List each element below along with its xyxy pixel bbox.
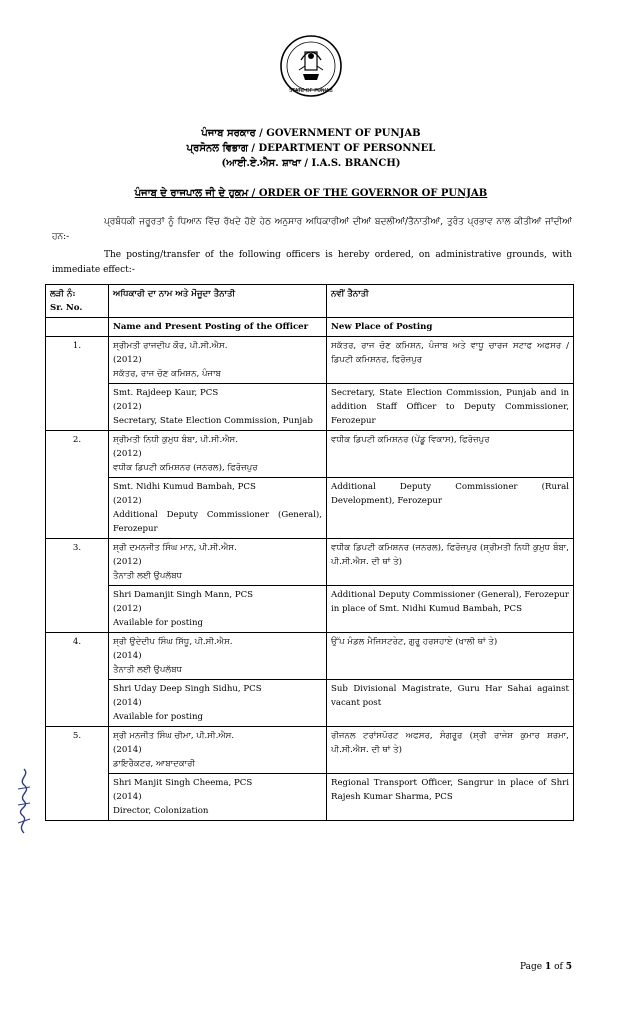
- svg-text:STATE OF PUNJAB: STATE OF PUNJAB: [289, 88, 333, 94]
- table-row-english: [46, 680, 574, 727]
- officer-punjabi: ਸ਼੍ਰੀ ਮਨਜੀਤ ਸਿੰਘ ਚੀਮਾ, ਪੀ.ਸੀ.ਐਸ. (2014) ਡਾਇਰੈਕਟਰ, ਆਬਾਦਕਾਰੀ: [109, 727, 327, 774]
- order-title: ਪੰਜਾਬ ਦੇ ਰਾਜਪਾਲ ਜੀ ਦੇ ਹੁਕਮ / ORDER OF THE GOVERNOR OF PUNJAB: [134, 188, 488, 199]
- new-posting-punjabi: ਸਕੱਤਰ, ਰਾਜ ਚੋਣ ਕਮਿਸ਼ਨ, ਪੰਜਾਬ ਅਤੇ ਵਾਧੂ ਚਾਰਜ ਸਟਾਫ ਅਫਸਰ / ਡਿਪਟੀ ਕਮਿਸ਼ਨਰ, ਫਿਰੋਜ਼ਪੁਰ: [327, 337, 574, 384]
- new-posting-english: Additional Deputy Commissioner (General), Ferozepur in place of Smt. Nidhi Kumud Bambah, PCS: [327, 586, 574, 633]
- table-header-row-en: [46, 318, 574, 337]
- officer-punjabi: ਸ਼੍ਰੀ ਦਮਨਜੀਤ ਸਿੰਘ ਮਾਨ, ਪੀ.ਸੀ.ਐਸ. (2012) ਤੈਨਾਤੀ ਲਈ ਉਪਲੱਬਧ: [109, 539, 327, 586]
- table-row: [46, 633, 574, 680]
- intro-punjabi: ਪ੍ਰਬੰਧਕੀ ਜਰੂਰਤਾਂ ਨੂੰ ਧਿਆਨ ਵਿੱਚ ਰੱਖਦੇ ਹੋਏ ਹੇਠ ਅਨੁਸਾਰ ਅਧਿਕਾਰੀਆਂ ਦੀਆਂ ਬਦਲੀਆਂ/ਤੈਨਾਤੀਆਂ, ਤੁਰੰਤ ਪ੍ਰਭਾਵ ਨਾਲ ਕੀਤੀਆਂ ਜਾਂਦੀਆਂ ਹਨ:-: [52, 217, 572, 242]
- new-posting-punjabi: ਉੱਪ ਮੰਡਲ ਮੈਜਿਸਟਰੇਟ, ਗੁਰੂ ਹਰਸਹਾਏ (ਖਾਲੀ ਥਾਂ ਤੇ): [327, 633, 574, 680]
- handwritten-signature: [12, 765, 36, 835]
- header-sr-no: ਲੜੀ ਨੰ: Sr. No.: [46, 285, 109, 318]
- sr-no: 3.: [46, 539, 109, 633]
- posting-table: [45, 284, 574, 821]
- officer-punjabi: ਸ਼੍ਰੀਮਤੀ ਨਿਧੀ ਕੁਮੁਧ ਬੰਬਾ, ਪੀ.ਸੀ.ਐਸ. (2012) ਵਧੀਕ ਡਿਪਟੀ ਕਮਿਸ਼ਨਰ (ਜਨਰਲ), ਫਿਰੋਜ਼ਪੁਰ: [109, 431, 327, 478]
- table-row: [46, 727, 574, 774]
- table-row-english: [46, 774, 574, 821]
- officer-english: Smt. Nidhi Kumud Bambah, PCS (2012) Additional Deputy Commissioner (General), Ferozepur: [109, 478, 327, 539]
- sr-no: 1.: [46, 337, 109, 431]
- header-officer-en: Name and Present Posting of the Officer: [109, 318, 327, 337]
- officer-english: Shri Uday Deep Singh Sidhu, PCS (2014) Available for posting: [109, 680, 327, 727]
- page-number: Page 1 of 5: [520, 962, 573, 972]
- sr-no: 5.: [46, 727, 109, 821]
- new-posting-english: Additional Deputy Commissioner (Rural Development), Ferozepur: [327, 478, 574, 539]
- officer-punjabi: ਸ਼੍ਰੀਮਤੀ ਰਾਜਦੀਪ ਕੌਰ, ਪੀ.ਸੀ.ਐਸ. (2012) ਸਕੱਤਰ, ਰਾਜ ਚੋਣ ਕਮਿਸ਼ਨ, ਪੰਜਾਬ: [109, 337, 327, 384]
- officer-english: Smt. Rajdeep Kaur, PCS (2012) Secretary, State Election Commission, Punjab: [109, 384, 327, 431]
- new-posting-english: Secretary, State Election Commission, Punjab and in addition Staff Officer to Deputy Commissioner, Ferozepur: [327, 384, 574, 431]
- table-row: [46, 431, 574, 478]
- officer-english: Shri Damanjit Singh Mann, PCS (2012) Available for posting: [109, 586, 327, 633]
- table-row: [46, 539, 574, 586]
- officer-punjabi: ਸ਼੍ਰੀ ਉਦੇਦੀਪ ਸਿੰਘ ਸਿੱਧੂ, ਪੀ.ਸੀ.ਐਸ. (2014) ਤੈਨਾਤੀ ਲਈ ਉਪਲੱਬਧ: [109, 633, 327, 680]
- table-row-english: [46, 478, 574, 539]
- state-emblem-icon: [279, 30, 343, 126]
- officer-english: Shri Manjit Singh Cheema, PCS (2014) Director, Colonization: [109, 774, 327, 821]
- new-posting-punjabi: ਵਧੀਕ ਡਿਪਟੀ ਕਮਿਸ਼ਨਰ (ਪੇਂਡੂ ਵਿਕਾਸ), ਫਿਰੋਜ਼ਪੁਰ: [327, 431, 574, 478]
- intro-english: The posting/transfer of the following officers is hereby ordered, on administrative grounds, with immediate effect:-: [52, 250, 572, 275]
- table-header-row: [46, 285, 574, 318]
- header-department: ਪ੍ਰਸੋਨਲ ਵਿਭਾਗ / DEPARTMENT OF PERSONNEL: [186, 143, 436, 154]
- table-row-english: [46, 384, 574, 431]
- header-branch: (ਆਈ.ਏ.ਐਸ. ਸ਼ਾਖਾ / I.A.S. BRANCH): [221, 158, 401, 169]
- new-posting-punjabi: ਵਧੀਕ ਡਿਪਟੀ ਕਮਿਸ਼ਨਰ (ਜਨਰਲ), ਫਿਰੋਜ਼ਪੁਰ (ਸ਼੍ਰੀਮਤੀ ਨਿਧੀ ਕੁਮੁਧ ਬੰਬਾ, ਪੀ.ਸੀ.ਐਸ. ਦੀ ਥਾਂ ਤੇ): [327, 539, 574, 586]
- table-row: [46, 337, 574, 384]
- new-posting-punjabi: ਰੀਜਨਲ ਟਰਾਂਸਪੋਰਟ ਅਫਸਰ, ਸੰਗਰੂਰ (ਸ਼੍ਰੀ ਰਾਜੇਸ਼ ਕੁਮਾਰ ਸ਼ਰਮਾ, ਪੀ.ਸੀ.ਐਸ. ਦੀ ਥਾਂ ਤੇ): [327, 727, 574, 774]
- header-government: ਪੰਜਾਬ ਸਰਕਾਰ / GOVERNMENT OF PUNJAB: [201, 128, 421, 139]
- sr-no: 2.: [46, 431, 109, 539]
- header-new-posting-en: New Place of Posting: [327, 318, 574, 337]
- sr-no: 4.: [46, 633, 109, 727]
- header-new-posting: ਨਵੀਂ ਤੈਨਾਤੀ: [327, 285, 574, 318]
- table-row-english: [46, 586, 574, 633]
- new-posting-english: Regional Transport Officer, Sangrur in place of Shri Rajesh Kumar Sharma, PCS: [327, 774, 574, 821]
- new-posting-english: Sub Divisional Magistrate, Guru Har Sahai against vacant post: [327, 680, 574, 727]
- header-officer: ਅਧਿਕਾਰੀ ਦਾ ਨਾਮ ਅਤੇ ਮੌਜੂਦਾ ਤੈਨਾਤੀ: [109, 285, 327, 318]
